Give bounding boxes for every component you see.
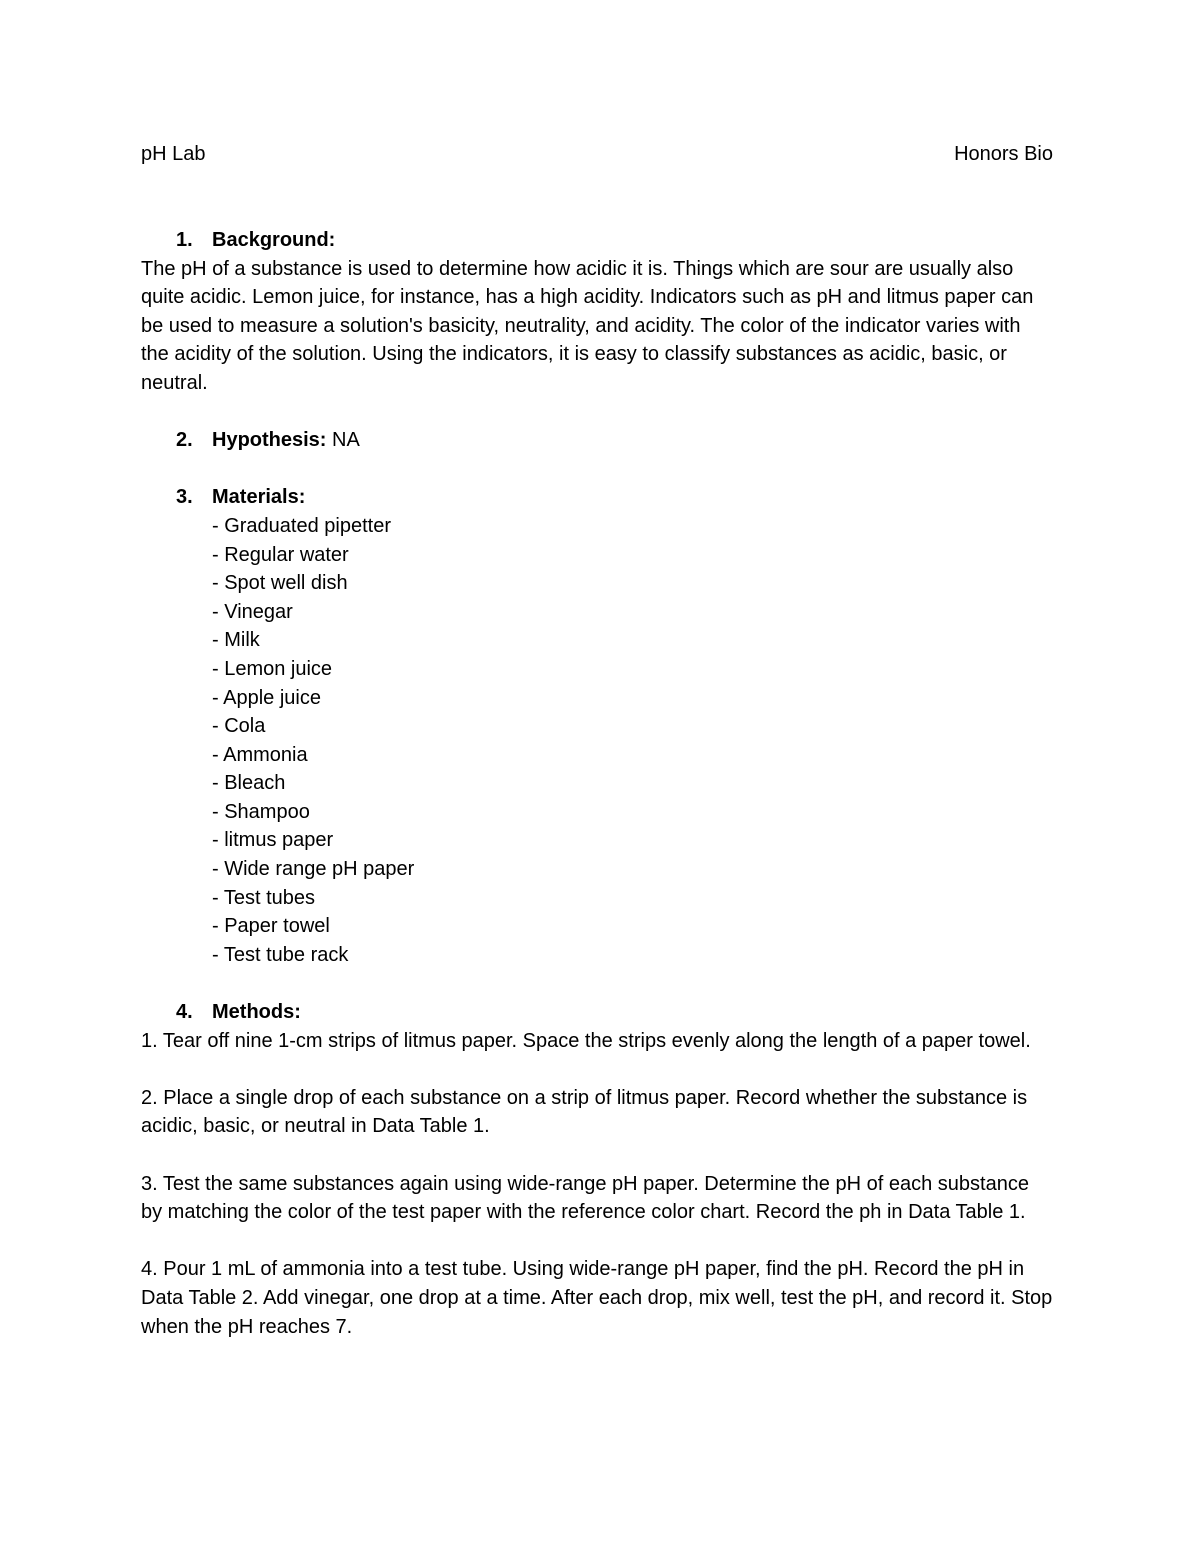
section-title: Hypothesis:: [212, 429, 327, 452]
document-header: [141, 140, 1053, 168]
list-item: - Bleach: [212, 772, 286, 795]
list-item: - Regular water: [212, 543, 349, 566]
list-item: - Spot well dish: [212, 572, 348, 595]
section-background-heading: [141, 226, 1053, 255]
list-item: - Shampoo: [212, 800, 310, 823]
document-page: [141, 140, 1053, 1341]
list-item: - Lemon juice: [212, 657, 333, 680]
hypothesis-value: NA: [326, 429, 360, 452]
background-text: The pH of a substance is used to determine how acidic it is. Things which are sour are usually also quite acidic. Lemon juice, for instance, has a high acidity. Indicators such as pH and litmus paper can be used to measure a solution's basicity, neutrality, and acidity. The color of the indicator varies with the acidity of the solution. Using the indicators, it is easy to classify substances as acidic, basic, or neutral.: [141, 257, 1034, 394]
section-title: Background:: [212, 229, 336, 251]
list-item: - Test tubes: [212, 886, 316, 909]
section-number: 3.: [176, 486, 193, 509]
list-item: - Vinegar: [212, 600, 293, 623]
section-methods-heading: [141, 998, 1053, 1027]
list-item: - Ammonia: [212, 743, 308, 766]
method-step: 4. Pour 1 mL of ammonia into a test tube. Using wide-range pH paper, find the pH. Record the pH in Data Table 2. Add vinegar, one drop at a time. After each drop, mix well, test the pH, and record it. Stop when the pH reaches 7.: [141, 1258, 1053, 1338]
list-item: - Milk: [212, 629, 260, 652]
list-item: - Apple juice: [212, 686, 321, 709]
list-item: - Wide range pH paper: [212, 858, 415, 881]
header-course: Honors Bio: [954, 143, 1053, 165]
list-item: - Graduated pipetter: [212, 514, 391, 537]
list-item: - litmus paper: [212, 829, 334, 852]
section-hypothesis-heading: [141, 426, 1053, 455]
header-title: pH Lab: [141, 143, 206, 165]
section-number: 4.: [176, 1001, 193, 1024]
method-step: 2. Place a single drop of each substance on a strip of litmus paper. Record whether the substance is acidic, basic, or neutral in Data Table 1.: [141, 1086, 1028, 1138]
section-title: Materials:: [212, 486, 306, 509]
section-title: Methods:: [212, 1001, 301, 1024]
section-materials-heading: [141, 483, 1053, 512]
list-item: - Test tube rack: [212, 943, 349, 966]
section-number: 2.: [176, 429, 193, 452]
materials-list: [141, 512, 1053, 970]
method-step: 3. Test the same substances again using wide-range pH paper. Determine the pH of each substance by matching the color of the test paper with the reference color chart. Record the ph in Data Table 1.: [141, 1172, 1029, 1224]
list-item: - Paper towel: [212, 915, 330, 938]
method-step: 1. Tear off nine 1-cm strips of litmus paper. Space the strips evenly along the length of a paper towel.: [141, 1029, 1031, 1052]
list-item: - Cola: [212, 715, 266, 738]
section-number: 1.: [176, 229, 193, 251]
